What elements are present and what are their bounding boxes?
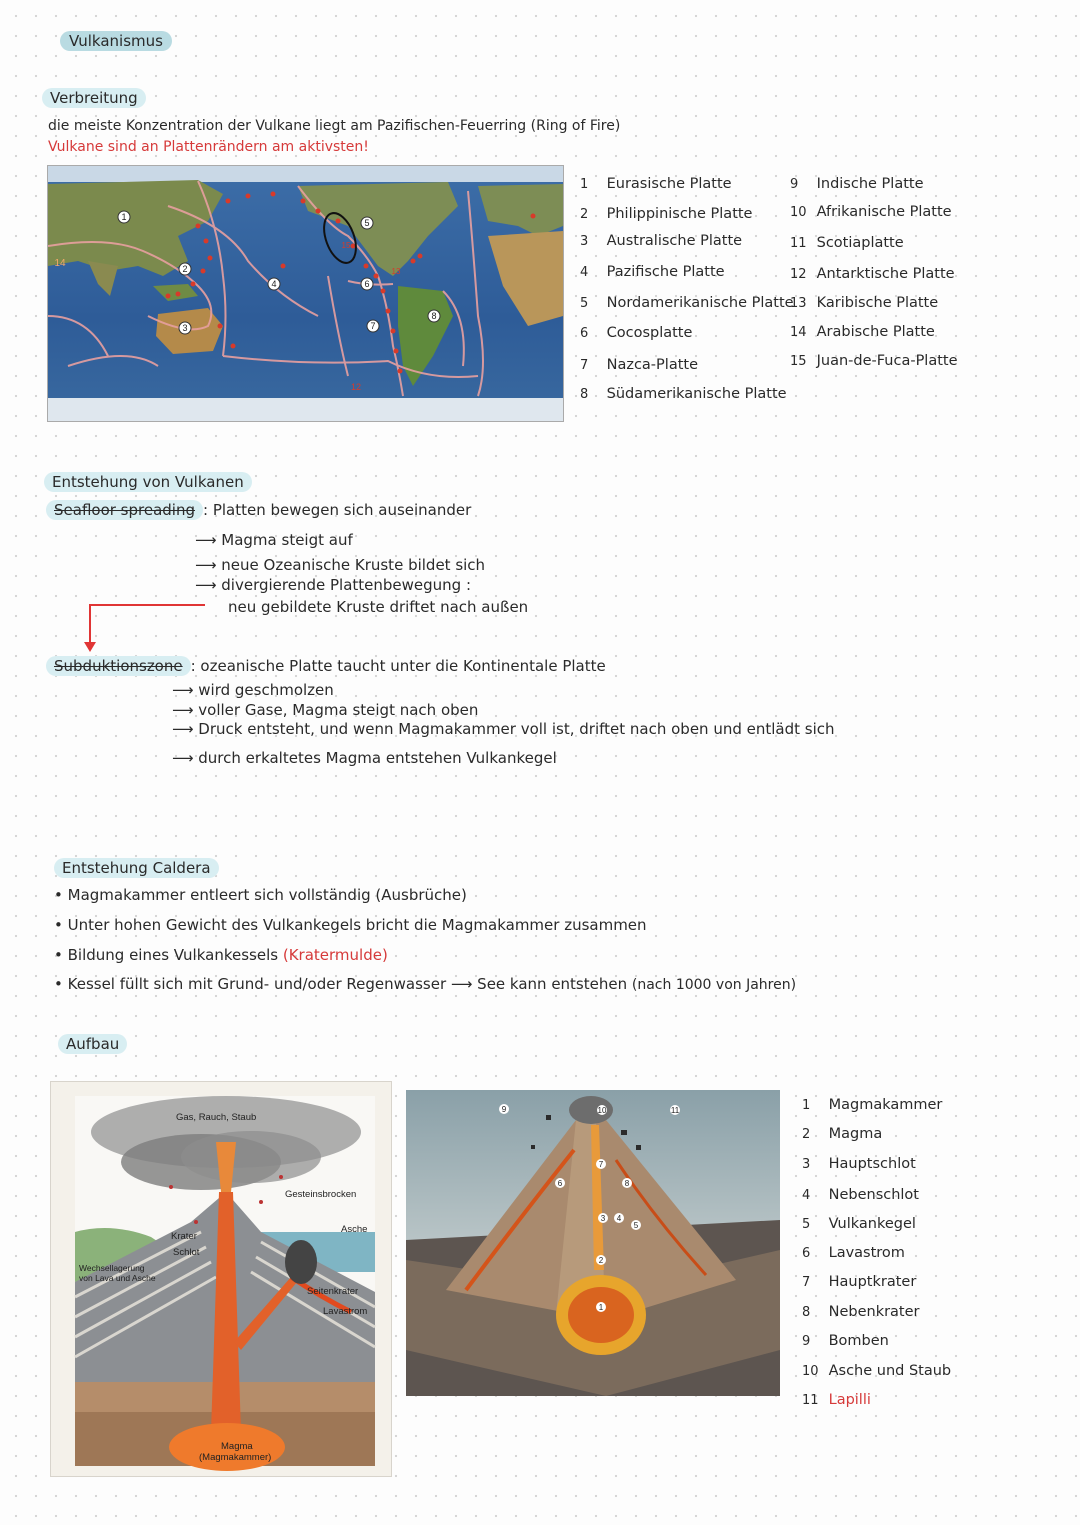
photo-marker-1: 1 [598,1303,604,1312]
verbreitung-line-2: Vulkane sind an Plattenrändern am aktivsten! [48,139,369,155]
seafloor-line [46,503,471,518]
subduktion-point: ⟶ Druck entsteht, und wenn Magmakammer voll ist, driftet nach oben und entlädt sich [172,720,835,738]
diagram-label-seitenkrater: Seitenkrater [307,1286,359,1297]
map-label-5: 5 [364,218,370,228]
diagram-label-lavastrom: Lavastrom [323,1306,368,1317]
plate-legend-item: 3 Australische Platte [580,233,743,249]
volcano-cross-section-diagram [50,1081,392,1477]
diagram-label-magmakammer: (Magmakammer) [199,1452,272,1463]
volcano-3d-illustration [406,1090,780,1396]
volcano-diagram-graphic [51,1082,391,1476]
plate-legend-item: 4 Pazifische Platte [580,264,725,280]
plate-legend-item: 6 Cocosplatte [580,325,693,341]
map-label-2: 2 [182,264,188,274]
map-label-13: 13 [391,267,401,276]
plate-legend-item: 8 Südamerikanische Platte [580,386,787,402]
verbreitung-line-1: die meiste Konzentration der Vulkane liegt am Pazifischen-Feuerring (Ring of Fire) [48,118,621,134]
entstehung-heading: Entstehung von Vulkanen [44,472,252,491]
subduktion-line [46,659,606,674]
aufbau-legend-item: 10 Asche und Staub [802,1363,952,1379]
photo-marker-5: 5 [633,1221,639,1230]
aufbau-legend-item: 6 Lavastrom [802,1245,905,1261]
plate-legend-item: 1 Eurasische Platte [580,176,732,192]
seafloor-term: Seafloor spreading [46,500,203,520]
photo-marker-7: 7 [598,1160,604,1169]
photo-marker-11: 11 [670,1106,680,1115]
photo-marker-8: 8 [624,1179,630,1188]
map-label-15: 15 [341,241,351,250]
diagram-label-krater: Krater [171,1231,197,1242]
map-label-3: 3 [182,323,188,333]
world-plate-map-graphic [48,166,563,421]
aufbau-legend-item: 3 Hauptschlot [802,1156,916,1172]
plate-legend-item: 13 Karibische Platte [790,295,939,311]
seafloor-point: ⟶ divergierende Plattenbewegung : [195,576,472,594]
subduktion-text: : ozeanische Platte taucht unter die Kontinentale Platte [190,657,606,675]
plate-legend-item: 5 Nordamerikanische Platte [580,295,794,311]
subduktion-point: ⟶ voller Gase, Magma steigt nach oben [172,701,479,719]
photo-marker-10: 10 [597,1106,607,1115]
volcano-3d-graphic [406,1090,780,1396]
plate-legend-item: 10 Afrikanische Platte [790,204,952,220]
krater-note: (Kratermulde) [282,946,388,964]
diagram-label-asche: Asche [341,1224,368,1235]
world-plate-map [47,165,564,422]
caldera-heading: Entstehung Caldera [54,858,219,877]
aufbau-legend-item: 11 Lapilli [802,1392,871,1408]
plate-legend-item: 11 Scotiaplatte [790,235,904,251]
map-label-7: 7 [370,321,376,331]
map-label-8: 8 [431,311,437,321]
photo-marker-3: 3 [600,1214,606,1223]
aufbau-legend-item: 4 Nebenschlot [802,1187,919,1203]
photo-marker-4: 4 [616,1214,622,1223]
map-label-12: 12 [350,382,362,392]
diagram-label-magma: Magma [221,1441,253,1452]
seafloor-point: ⟶ neue Ozeanische Kruste bildet sich [195,556,486,574]
map-label-14: 14 [54,258,66,269]
subduktion-point: ⟶ wird geschmolzen [172,681,334,699]
caldera-point: • Magmakammer entleert sich vollständig (Ausbrüche) [54,886,467,904]
plate-legend-item: 7 Nazca-Platte [580,357,698,373]
seafloor-extra: neu gebildete Kruste driftet nach außen [228,598,529,616]
seafloor-point: ⟶ Magma steigt auf [195,531,353,549]
plate-legend-item: 9 Indische Platte [790,176,924,192]
subduktion-term: Subduktionszone [46,656,191,676]
map-label-1: 1 [121,212,127,222]
diagram-label-wechsel-2: von Lava und Asche [79,1273,156,1283]
diagram-label-wechsel-1: Wechsellagerung [79,1263,145,1273]
caldera-point: • Bildung eines Vulkankessels (Kratermulde) [54,946,388,964]
plate-legend-item: 12 Antarktische Platte [790,266,955,282]
aufbau-legend-item: 7 Hauptkrater [802,1274,917,1290]
plate-legend-item: 2 Philippinische Platte [580,206,753,222]
time-note: (nach 1000 von Jahren) [631,977,797,993]
aufbau-legend-item: 5 Vulkankegel [802,1216,916,1232]
photo-marker-9: 9 [501,1105,507,1114]
plate-legend-item: 14 Arabische Platte [790,324,935,340]
photo-marker-6: 6 [557,1179,563,1188]
seafloor-text: : Platten bewegen sich auseinander [203,501,472,519]
aufbau-heading: Aufbau [58,1034,127,1053]
map-label-6: 6 [364,279,370,289]
subduktion-point: ⟶ durch erkaltetes Magma entstehen Vulkankegel [172,749,557,767]
connector-arrow-icon [80,598,220,658]
caldera-point: • Kessel füllt sich mit Grund- und/oder Regenwasser ⟶ See kann entstehen (nach 1000 von Jahren) [54,975,797,993]
diagram-label-schlot: Schlot [173,1247,200,1258]
aufbau-legend-item: 9 Bomben [802,1333,889,1349]
map-label-4: 4 [271,279,277,289]
see-note: See kann entstehen [477,975,628,993]
aufbau-legend-item: 1 Magmakammer [802,1097,943,1113]
caldera-point: • Unter hohen Gewicht des Vulkankegels bricht die Magmakammer zusammen [54,916,647,934]
diagram-label-gas: Gas, Rauch, Staub [176,1112,257,1123]
page-title: Vulkanismus [60,31,172,50]
aufbau-legend-item: 2 Magma [802,1126,883,1142]
aufbau-legend-item: 8 Nebenkrater [802,1304,920,1320]
plate-legend-item: 15 Juan-de-Fuca-Platte [790,353,958,369]
verbreitung-heading: Verbreitung [42,88,146,107]
diagram-label-gestein: Gesteinsbrocken [285,1189,357,1200]
photo-marker-2: 2 [598,1256,604,1265]
